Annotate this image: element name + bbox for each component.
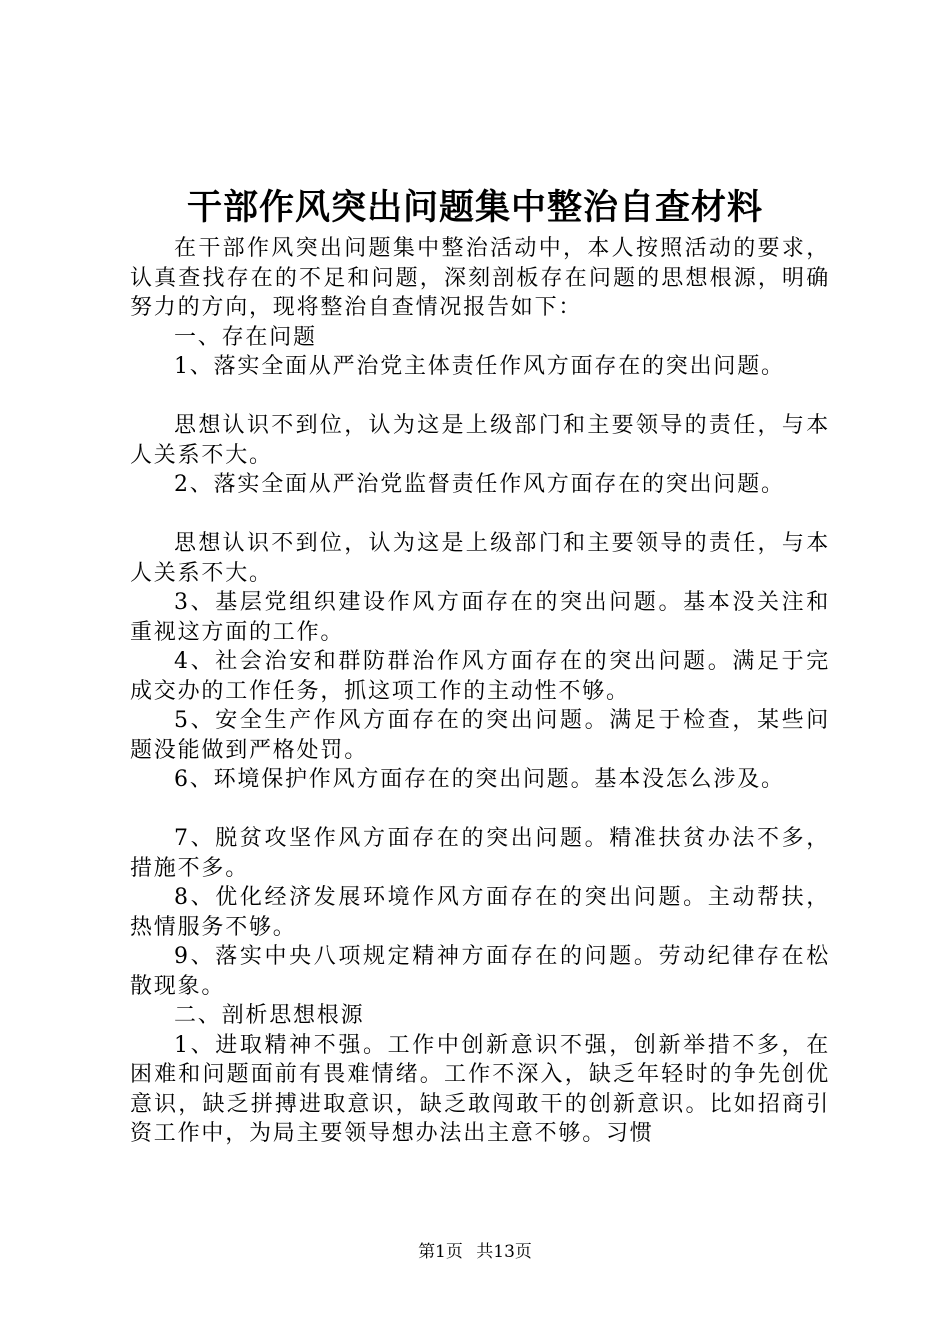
- problem-item-8: 8、优化经济发展环境作风方面存在的突出问题。主动帮扶，热情服务不够。: [130, 885, 830, 940]
- problem-item-2: 2、落实全面从严治党监督责任作风方面存在的突出问题。: [174, 472, 785, 497]
- problem-item-4: 4、社会治安和群防群治作风方面存在的突出问题。满足于完成交办的工作任务，抓这项工作的主动性不够。: [130, 649, 830, 704]
- document-body: [130, 234, 830, 1149]
- document-title: 干部作风突出问题集中整治自查材料: [186, 188, 763, 228]
- blank-line: [130, 500, 830, 530]
- section-heading-problems: 一、存在问题: [174, 324, 317, 350]
- problem-item-3: 3、基层党组织建设作风方面存在的突出问题。基本没关注和重视这方面的工作。: [130, 590, 830, 645]
- blank-line: [130, 382, 830, 412]
- problem-item-6: 6、环境保护作风方面存在的突出问题。基本没怎么涉及。: [174, 767, 785, 792]
- page-footer: [0, 1240, 950, 1264]
- problem-item-9: 9、落实中央八项规定精神方面存在的问题。劳动纪律存在松散现象。: [130, 944, 830, 999]
- page-total: 共13页: [476, 1242, 532, 1262]
- problem-item-5: 5、安全生产作风方面存在的突出问题。满足于检查，某些问题没能做到严格处罚。: [130, 708, 830, 763]
- analysis-item-1: 1、进取精神不强。工作中创新意识不强，创新举措不多，在困难和问题面前有畏难情绪。工作不深入，缺乏年轻时的争先创优意识，缺乏拼搏进取意识，缺乏敢闯敢干的创新意识。比如招商引资工作中，为局主要领导想办法出主意不够。习惯: [130, 1032, 830, 1146]
- section-heading-analysis: 二、剖析思想根源: [174, 1003, 365, 1028]
- problem-item-7: 7、脱贫攻坚作风方面存在的突出问题。精准扶贫办法不多，措施不多。: [130, 826, 830, 881]
- problem-item-2-detail: 思想认识不到位，认为这是上级部门和主要领导的责任，与本人关系不大。: [130, 531, 830, 586]
- problem-item-1: 1、落实全面从严治党主体责任作风方面存在的突出问题。: [174, 354, 785, 379]
- blank-line: [130, 795, 830, 825]
- page-number: 第1页: [418, 1242, 463, 1262]
- problem-item-1-detail: 思想认识不到位，认为这是上级部门和主要领导的责任，与本人关系不大。: [130, 413, 830, 468]
- intro-paragraph: 在干部作风突出问题集中整治活动中，本人按照活动的要求，认真查找存在的不足和问题，深刻剖板存在问题的思想根源，明确努力的方向，现将整治自查情况报告如下：: [130, 236, 830, 320]
